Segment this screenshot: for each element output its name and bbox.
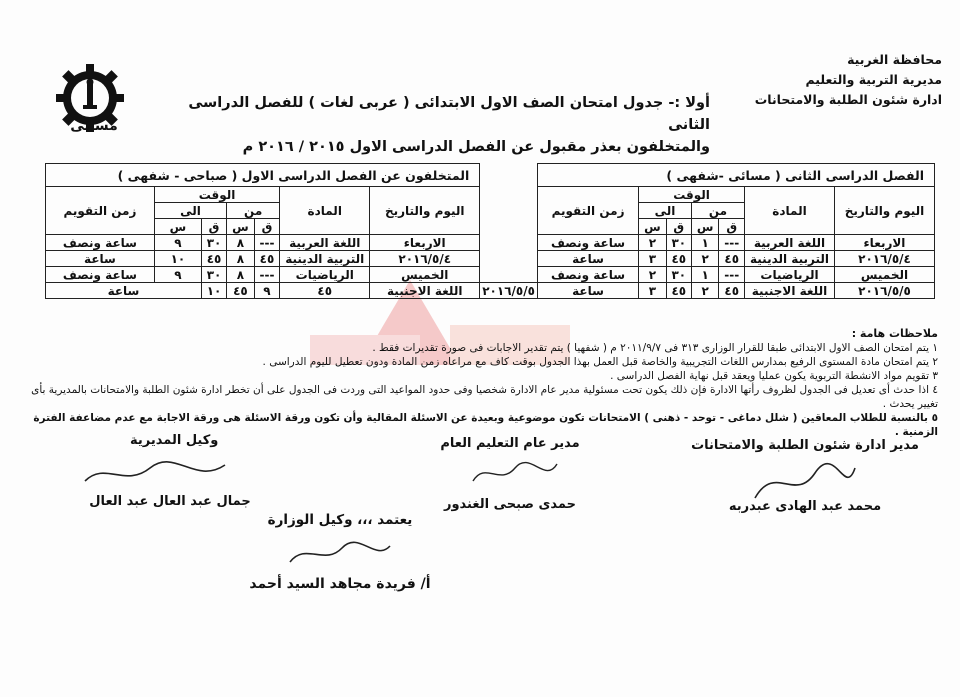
title-line-2: والمتخلفون بعذر مقبول عن الفصل الدراسى الاول ٢٠١٥ / ٢٠١٦ م [242, 139, 710, 155]
handwritten-signature [745, 458, 865, 508]
cell-duration: ساعة [46, 251, 155, 267]
section-gap [480, 164, 538, 283]
handwritten-signature [465, 456, 565, 496]
col-to-header-left: الى [154, 203, 226, 219]
cell-duration: ساعة ونصف [537, 235, 638, 251]
cell-duration: ساعة ونصف [46, 235, 155, 251]
cell-to-min: ٤٥ [666, 251, 691, 267]
cell-day: ٢٠١٦/٥/٥ [835, 283, 935, 299]
cell-from-min: --- [254, 267, 280, 283]
cell-to-hour: ٩ [154, 267, 201, 283]
cell-to-min: ٣٠ [666, 267, 691, 283]
cell-to-min: ٣٠ [666, 235, 691, 251]
cell-from-hour: ١ [691, 235, 719, 251]
notes-heading: ملاحظات هامة : [851, 327, 938, 340]
governorate: محافظة الغربية [847, 52, 942, 67]
cell-subject: اللغة العربية [745, 235, 835, 251]
cell-subject: اللغة الاجنبية [745, 283, 835, 299]
cell-duration: ساعة [537, 251, 638, 267]
exam-schedule-table [45, 163, 935, 299]
title-line-1: أولا :- جدول امتحان الصف الاول الابتدائى ( عربى لغات ) للفصل الدراسى الثانى [188, 95, 710, 133]
handwritten-signature [280, 532, 400, 572]
cell-from-hour: ٢ [691, 251, 719, 267]
cell-from-hour: ٨ [227, 235, 255, 251]
cell-duration: ساعة ونصف [537, 267, 638, 283]
cell-day: الاربعاء [370, 235, 480, 251]
col-minute: ق [201, 219, 226, 235]
col-time-header-left: الوقت [154, 187, 279, 203]
signature-title: مدير ادارة شئون الطلبة والامتحانات [691, 438, 919, 453]
approval-label: يعتمد ،،، وكيل الوزارة [267, 512, 413, 528]
cell-to-min: ٣٠ [201, 267, 226, 283]
cell-to-min: ٣٠ [201, 235, 226, 251]
cell-subject: الرياضيات [280, 267, 370, 283]
signature-block-deputy [55, 433, 285, 509]
col-subject-header: المادة [745, 187, 835, 235]
cell-from-min: ٤٥ [254, 251, 280, 267]
cell-day: الخميس [370, 267, 480, 283]
cell-day: ٢٠١٦/٥/٤ [835, 251, 935, 267]
signature-title: وكيل المديرية [130, 433, 219, 448]
approver-name: أ/ فريدة مجاهد السيد أحمد [249, 576, 431, 592]
logo-caption: مسائى [70, 118, 118, 134]
cell-day: الاربعاء [835, 235, 935, 251]
note-item: ٥ بالنسبة للطلاب المعاقين ( شلل دماغى - توحد - ذهنى ) الامتحانات تكون موضوعية وبعيدة عن الاسئلة المقالية وأن تكون ورقة الاسئلة هى ورقة الاجابة مع عدم مضاعفة الفترة الزمنية . [33, 412, 938, 438]
col-from-header: من [691, 203, 744, 219]
cell-to-min: ٤٥ [666, 283, 691, 299]
cell-duration: ساعة [537, 283, 638, 299]
directorate: مديرية التربية والتعليم [805, 72, 942, 87]
col-to-header: الى [639, 203, 692, 219]
cell-subject: اللغة الاجنبية [370, 283, 480, 299]
issuer-block [702, 50, 942, 110]
col-time-header: الوقت [639, 187, 745, 203]
cell-duration: ساعة [46, 283, 202, 299]
signature-title: مدير عام التعليم العام [440, 436, 580, 451]
col-hour: س [154, 219, 201, 235]
col-subject-header-left: المادة [280, 187, 370, 235]
signature-name: جمال عبد العال عبد العال [89, 494, 251, 509]
cell-from-min: ٤٥ [719, 251, 745, 267]
left-section-title: المتخلفون عن الفصل الدراسى الاول ( صباحى - شفهى ) [46, 164, 480, 187]
cell-from-min: --- [719, 267, 745, 283]
cell-day: الخميس [835, 267, 935, 283]
cell-from-hour: ٢ [691, 283, 719, 299]
approval-block [230, 512, 450, 592]
cell-to-hour: ٢ [639, 235, 667, 251]
cell-from-min: ٤٥ [280, 283, 370, 299]
cell-to-hour: ١٠ [201, 283, 226, 299]
cell-duration: ساعة ونصف [46, 267, 155, 283]
cell-to-hour: ٣ [639, 283, 667, 299]
cell-day: ٢٠١٦/٥/٤ [370, 251, 480, 267]
cell-subject: اللغة العربية [280, 235, 370, 251]
col-from-header-left: من [227, 203, 280, 219]
cell-to-hour: ٢ [639, 267, 667, 283]
department: ادارة شئون الطلبة والامتحانات [754, 92, 942, 107]
col-day-header: اليوم والتاريخ [835, 187, 935, 235]
note-item: ٢ يتم امتحان مادة المستوى الرفيع بمدارس اللغات التجريبية والخاصة قبل العمل بهذا الجدول بوقت كاف مع مراعاه زمن المادة ودون تعطيل لليوم الدراسى . [262, 356, 938, 368]
cell-from-hour: ٨ [227, 267, 255, 283]
signature-name: حمدى صبحى الغندور [443, 497, 576, 512]
cell-from-hour: ٩ [254, 283, 280, 299]
cell-to-hour: ٣ [639, 251, 667, 267]
handwritten-signature [75, 453, 235, 493]
cell-from-min: --- [254, 235, 280, 251]
col-duration-header: زمن التقويم [537, 187, 638, 235]
notes-section [18, 327, 938, 439]
col-minute: ق [719, 219, 745, 235]
cell-subject: التربية الدينية [280, 251, 370, 267]
document-title [150, 92, 710, 158]
col-minute: ق [666, 219, 691, 235]
cell-from-min: --- [719, 235, 745, 251]
cell-from-hour: ١ [691, 267, 719, 283]
col-hour: س [691, 219, 719, 235]
cell-to-hour: ١٠ [154, 251, 201, 267]
signature-name: محمد عبد الهادى عبدربه [728, 499, 882, 514]
cell-to-hour: ٩ [154, 235, 201, 251]
signature-block-dept [675, 438, 935, 514]
right-section-title: الفصل الدراسى الثانى ( مسائى -شفهى ) [537, 164, 934, 187]
col-hour: س [639, 219, 667, 235]
cell-from-min: ٤٥ [719, 283, 745, 299]
col-hour: س [227, 219, 255, 235]
col-duration-header-left: زمن التقويم [46, 187, 155, 235]
table-row [46, 283, 935, 299]
note-item: ٤ اذا حدث أى تعديل فى الجدول لظروف رأتها الادارة فإن ذلك يكون تحت مسئولية مدير عام الادارة شخصيا وفى حدود المواعيد التى وردت فى الجدول على أن تخطر ادارة شئون الطلبة والامتحانات بالمديرية بأى تغيير يحدث . [31, 384, 938, 410]
col-minute: ق [254, 219, 280, 235]
col-day-header-left: اليوم والتاريخ [370, 187, 480, 235]
cell-to-min: ٤٥ [201, 251, 226, 267]
cell-day: ٢٠١٦/٥/٥ [480, 283, 538, 299]
note-item: ١ يتم امتحان الصف الاول الابتدائى طبقا للقرار الوزارى ٣١٣ فى ٢٠١١/٩/٧ م ( شفهيا ) يتم تقدير الاجابات فى صورة تقديرات فقط . [372, 342, 938, 354]
cell-to-min: ٤٥ [227, 283, 255, 299]
signature-block-general [395, 436, 625, 512]
cell-from-hour: ٨ [227, 251, 255, 267]
note-item: ٣ تقويم مواد الانشطة التربوية يكون عمليا ويعقد قبل نهاية الفصل الدراسى . [610, 370, 938, 382]
cell-subject: التربية الدينية [745, 251, 835, 267]
cell-subject: الرياضيات [745, 267, 835, 283]
